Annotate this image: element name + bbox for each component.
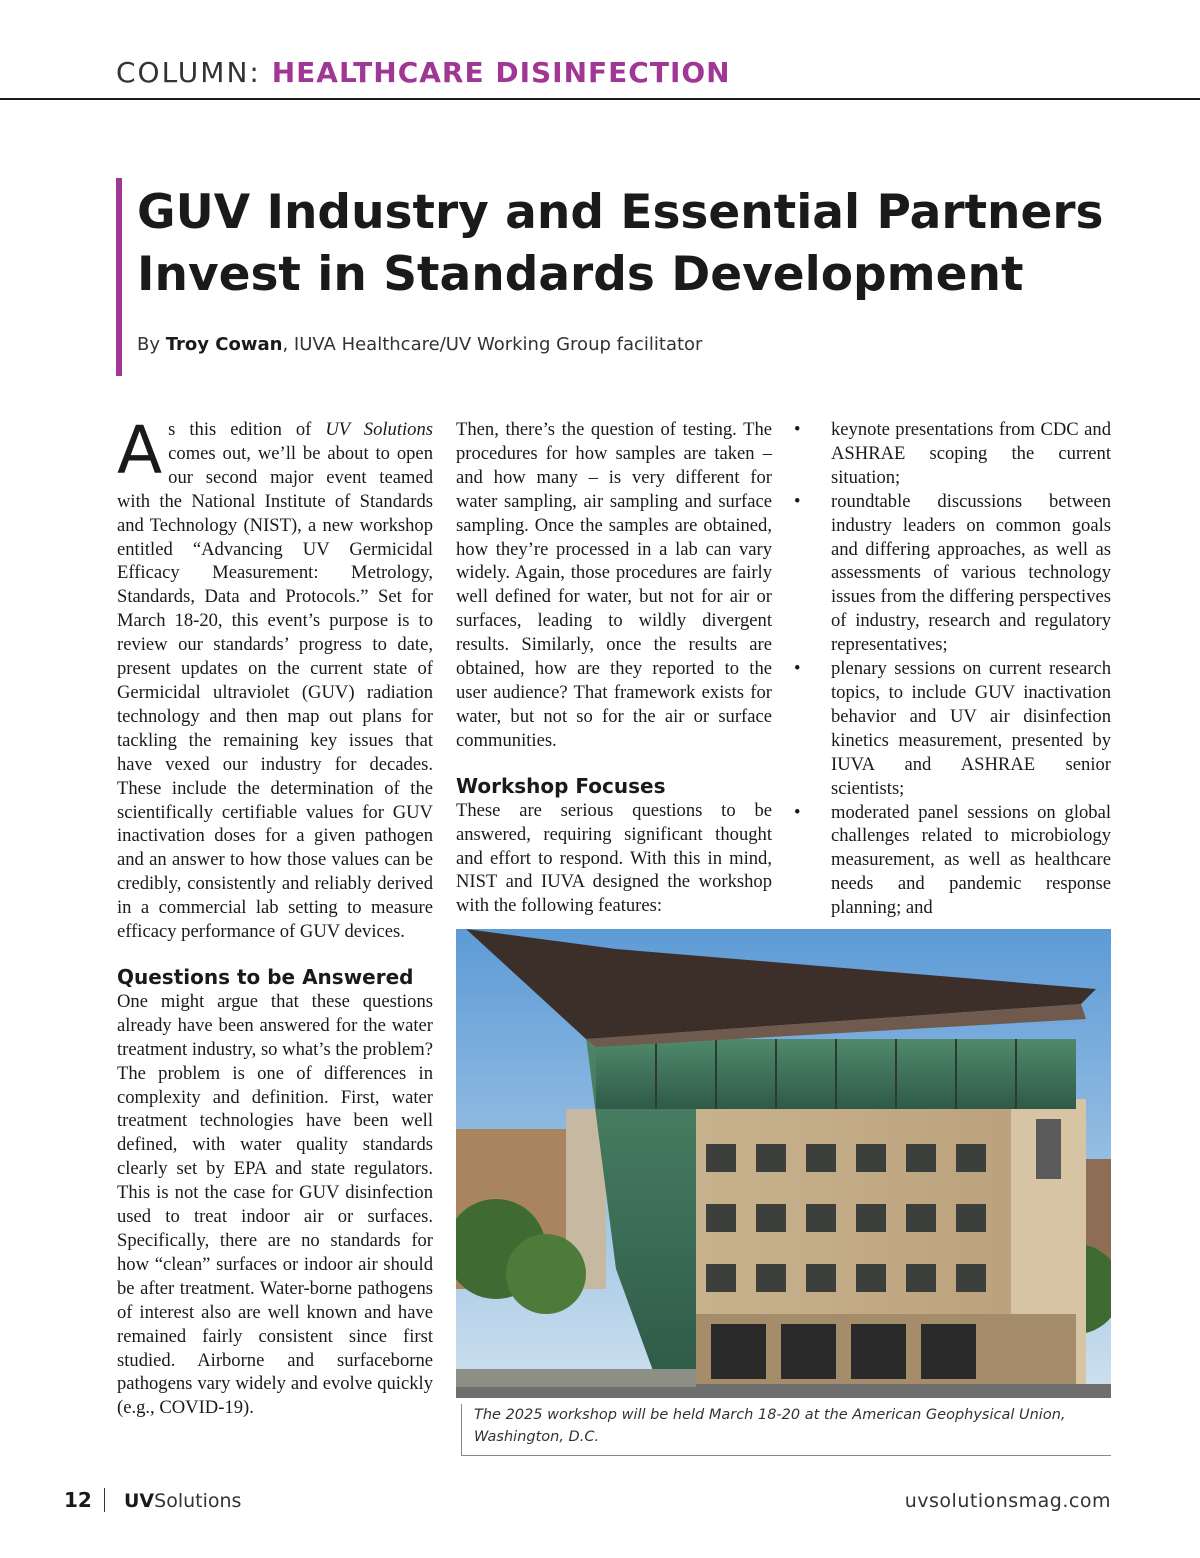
- list-item: [790, 801, 1111, 921]
- questions-paragraph: One might argue that these questions already have been answered for the water treatment industry, so what’s the problem? The problem is one of differences in complexity and definition. First, water treatment technologies have been well defined, with water quality standards clearly set by EPA and state regulators. This is not the case for GUV disinfection used to treat indoor air or surfaces. Specifically, there are no standards for how “clean” surfaces or indoor air should be after treatment. Water-borne pathogens of interest also are well known and have remained fairly consistent since first studied. Airborne and surfaceborne pathogens vary widely and evolve quickly (e.g., COVID-19).: [117, 990, 433, 1419]
- author-name: Troy Cowan: [165, 334, 283, 355]
- brand-bold: UV: [124, 1490, 155, 1512]
- footer-divider: [104, 1488, 105, 1512]
- page-footer: [64, 1488, 1111, 1518]
- feature-list: [790, 418, 1111, 920]
- subhead-questions: Questions to be Answered: [117, 964, 414, 989]
- focuses-paragraph: These are serious questions to be answered, requiring significant thought and effort to respond. With this in mind, NIST and IUVA designed the workshop with the following features:: [456, 799, 772, 917]
- list-item-text: keynote presentations from CDC and ASHRAE scoping the current situation;: [831, 419, 1111, 488]
- byline: [137, 334, 702, 355]
- column-2: [456, 418, 772, 918]
- header-rule: [0, 98, 1200, 100]
- page-number: 12: [64, 1488, 92, 1512]
- drop-cap: A: [117, 412, 163, 489]
- title-line-1: GUV Industry and Essential Partners: [137, 185, 1104, 240]
- photo-caption: The 2025 workshop will be held March 18-20 at the American Geophysical Union, Washington, D.C.: [461, 1404, 1111, 1456]
- title-line-2: Invest in Standards Development: [137, 247, 1024, 302]
- bullet-icon: •: [794, 419, 801, 440]
- list-item: [790, 657, 1111, 800]
- intro-text-rest: comes out, we’ll be about to open our second major event teamed with the National Institute of Standards and Technology (NIST), a new workshop entitled “Advancing UV Germicidal Efficacy Measurement: Metrology, Standards, Data and Protocols.” Set for March 18-20, this event’s purpose is to review our standards’ progress to date, present updates on the current state of Germicidal ultraviolet (GUV) radiation technology and then map out plans for tackling the remaining key issues that have vexed our industry for decades. These include the determination of the scientifically certifiable values for GUV inactivation doses for a given pathogen and an answer to how those values can be credibly, consistently and reliably derived in a commercial lab setting to measure efficacy performance of GUV devices.: [117, 442, 433, 943]
- brand-rest: Solutions: [154, 1490, 242, 1512]
- column-1: [117, 412, 433, 1420]
- title-accent-bar: [116, 178, 122, 376]
- bullet-icon: •: [794, 658, 801, 680]
- magazine-title: UV Solutions: [325, 419, 433, 440]
- intro-text-start: s this edition of: [168, 419, 326, 440]
- author-role: , IUVA Healthcare/UV Working Group facilitator: [282, 334, 703, 355]
- intro-paragraph: [117, 412, 433, 944]
- bullet-icon: •: [794, 490, 801, 512]
- column-header: [116, 56, 731, 89]
- list-item-text: roundtable discussions between industry leaders on common goals and differing approaches, as well as assessments of various technology issues from the differing perspectives of industry, research and regulatory representatives;: [831, 490, 1111, 656]
- testing-paragraph: Then, there’s the question of testing. The procedures for how samples are taken – and how many – is very different for water sampling, air sampling and surface sampling. Once the samples are obtained, how they’re processed in a lab can vary widely. Again, those procedures are fairly well defined for water, but not for air or surfaces, leading to wildly divergent results. Similarly, once the results are obtained, how are they reported to the user audience? That framework exists for water, but not so for the air or surface communities.: [456, 419, 772, 751]
- bullet-icon: •: [794, 801, 801, 823]
- column-label: COLUMN:: [116, 56, 272, 89]
- column-3: [790, 418, 1111, 920]
- byline-prefix: By: [137, 334, 166, 355]
- magazine-brand: [124, 1490, 241, 1512]
- subhead-workshop-focuses: Workshop Focuses: [456, 773, 666, 798]
- website-link[interactable]: uvsolutionsmag.com: [904, 1490, 1111, 1512]
- list-item-text: plenary sessions on current research topics, to include GUV inactivation behavior and UV air disinfection kinetics measurement, presented by IUVA and ASHRAE senior scientists;: [831, 658, 1111, 799]
- list-item: [790, 418, 1111, 490]
- article-title: [137, 182, 1147, 306]
- list-item-text: moderated panel sessions on global challenges related to microbiology measurement, as well as healthcare needs and pandemic response planning; and: [831, 801, 1111, 919]
- building-photo: [456, 929, 1111, 1398]
- column-section: HEALTHCARE DISINFECTION: [271, 56, 731, 89]
- list-item: [790, 490, 1111, 657]
